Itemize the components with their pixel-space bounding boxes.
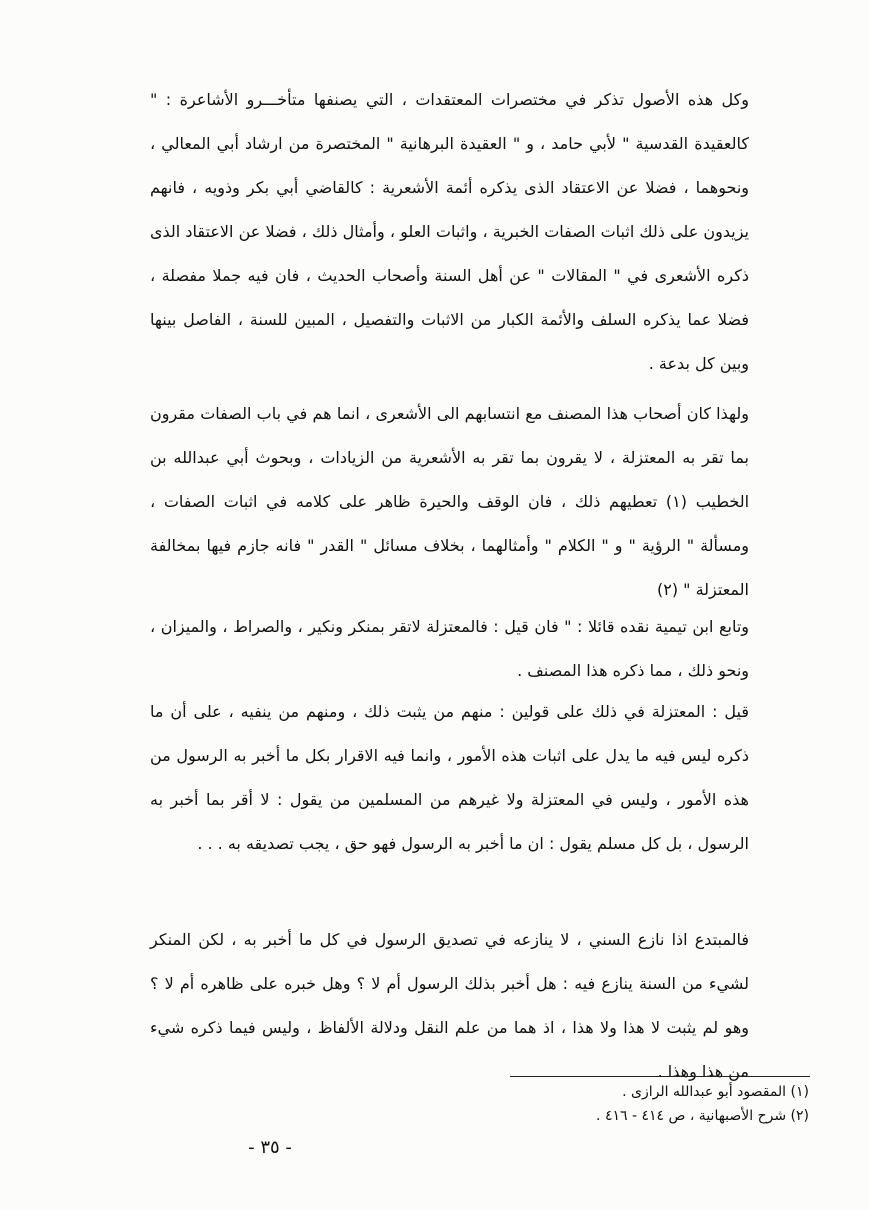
paragraph-2: ولهذا كان أصحاب هذا المصنف مع انتسابهم الى الأشعرى ، انما هم في باب الصفات مقرون بما تقر به المعتزلة ، لا يقرون بما تقر به الأشعرية من الزيادات ، وبحوث أبي عبدالله بن الخطيب (١) تعطيهم ذلك ، فان الوقف والحيرة ظاهر على كلامه في اثبات الصفات ، ومسألة " الرؤية " و " الكلام " وأمثالهما ، بخلاف مسائل " القدر " فانه جازم فيها بمخالفة المعتزلة " (٢) — [150, 404, 750, 599]
footnote-divider — [510, 1076, 810, 1077]
footnote-1: (١) المقصود أبو عبدالله الرازى . — [622, 1084, 809, 1100]
paragraph-4: قيل : المعتزلة في ذلك على قولين : منهم من يثبت ذلك ، ومنهم من ينفيه ، على أن ما ذكره ليس فيه ما يدل على اثبات هذه الأمور ، وانما فيه الاقرار بكل ما أخبر به الرسول من هذه الأمور ، وليس في المعتزلة ولا غيرهم من المسلمين من يقول : لا أقر بما أخبر به الرسول ، بل كل مسلم يقول : ان ما أخبر به الرسول فهو حق ، يجب تصديقه به . . . — [150, 702, 749, 853]
paragraph-1: وكل هذه الأصول تذكر في مختصرات المعتقدات ، التي يصنفها متأخـــرو الأشاعرة : " كالعقيدة القدسية " لأبي حامد ، و " العقيدة البرهانية " المختصرة من ارشاد أبي المعالي ، ونحوهما ، فضلا عن الاعتقاد الذى يذكره أئمة الأشعرية : كالقاضي أبي بكر وذويه ، فانهم يزيدون على ذلك اثبات الصفات الخبرية ، واثبات العلو ، وأمثال ذلك ، فضلا عن الاعتقاد الذى ذكره الأشعرى في " المقالات " عن أهل السنة وأصحاب الحديث ، فان فيه جملا مفصلة ، فضلا عما يذكره السلف والأئمة الكبار من الاثبات والتفصيل ، المبين للسنة ، الفاصل بينها وبين كل بدعة . — [150, 90, 749, 373]
page-number: - ٣٥ - — [248, 1137, 292, 1158]
footnotes — [450, 1080, 809, 1128]
footnote-2: (٢) شرح الأصبهانية ، ص ٤١٤ - ٤١٦ . — [596, 1108, 809, 1124]
paragraph-3: وتابع ابن تيمية نقده قائلا : " فان قيل : فالمعتزلة لاتقر بمنكر ونكير ، والصراط ، والميزان ، ونحو ذلك ، مما ذكره هذا المصنف . — [150, 617, 749, 680]
paragraph-5: فالمبتدع اذا نازع السني ، لا ينازعه في تصديق الرسول في كل ما أخبر به ، لكن المنكر لشيء من السنة ينازع فيه : هل أخبر بذلك الرسول أم لا ؟ وهل خبره على ظاهره أم لا ؟ وهو لم يثبت لا هذا ولا هذا ، اذ هما من علم النقل ودلالة الألفاظ ، وليس فيما ذكره شيء من هذا وهذا . — [150, 930, 749, 1081]
